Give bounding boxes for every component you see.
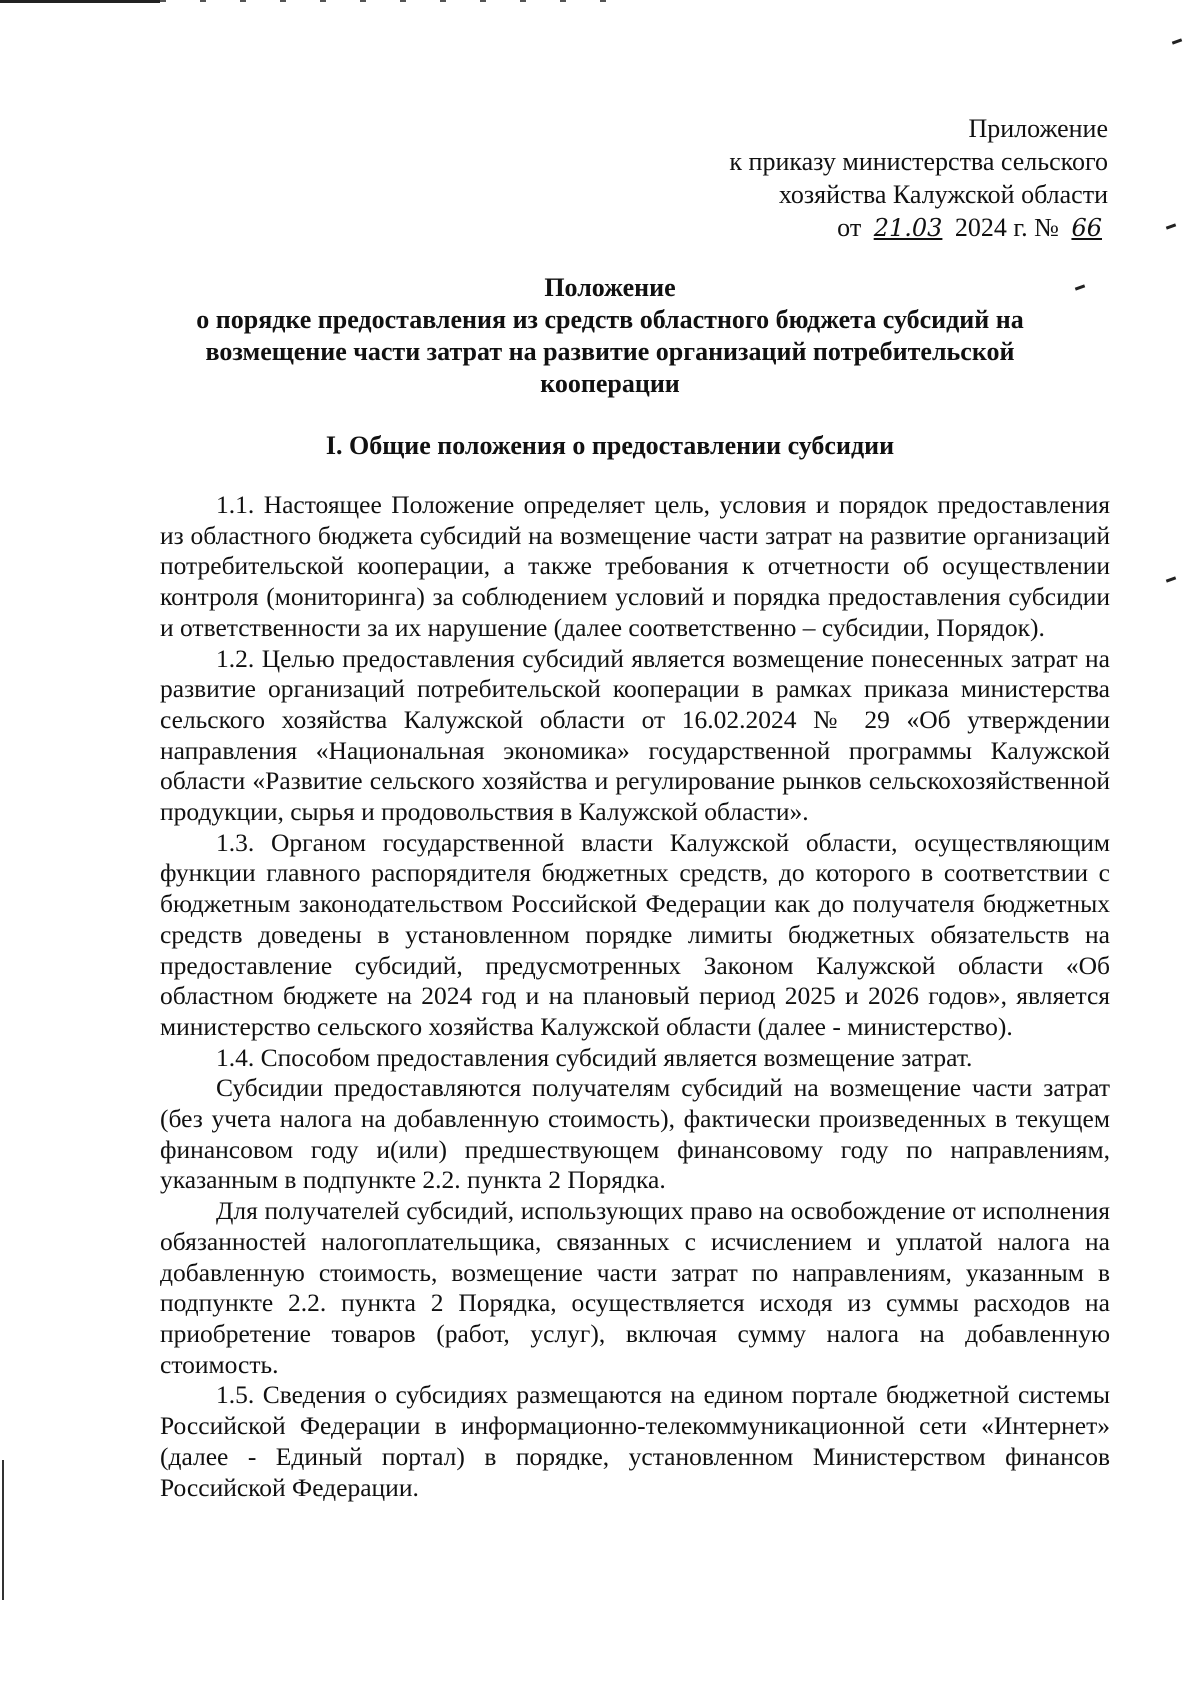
- document-body: [160, 490, 1110, 1503]
- approval-stamp-block: [729, 112, 1108, 245]
- approval-line: к приказу министерства сельского: [729, 147, 1108, 176]
- scan-speck: [1172, 38, 1182, 44]
- year-number-label: 2024 г. №: [954, 213, 1059, 242]
- document-title: [160, 272, 1060, 400]
- date-prefix: от: [837, 213, 862, 242]
- paragraph-1-2: 1.2. Целью предоставления субсидий является возмещение понесенных затрат на развитие организаций потребительской кооперации в рамках приказа министерства сельского хозяйства Калужской области от 16.02.2024 № 29 «Об утверждении направления «Национальная экономика» государственной программы Калужской области «Развитие сельского хозяйства и регулирование рынков сельскохозяйственной продукции, сырья и продовольствия в Калужской области».: [160, 643, 1110, 827]
- approval-line: хозяйства Калужской области: [778, 180, 1108, 209]
- paragraph-1-5: 1.5. Сведения о субсидиях размещаются на едином портале бюджетной системы Российской Федерации в информационно-телекоммуникационной сети «Интернет» (далее - Единый портал) в порядке, установленном Министерством финансов Российской Федерации.: [160, 1380, 1110, 1502]
- document-title-main: Положение: [544, 273, 676, 302]
- section-heading: I. Общие положения о предоставлении субсидии: [325, 431, 895, 460]
- scan-speck: [1166, 223, 1176, 229]
- paragraph-1-4-subsidies: Субсидии предоставляются получателям субсидий на возмещение части затрат (без учета налога на добавленную стоимость), фактически произведенных в текущем финансовом году и(или) предшествующем финансовому году по направлениям, указанным в подпункте 2.2. пункта 2 Порядка.: [160, 1073, 1110, 1195]
- paragraph-1-1: 1.1. Настоящее Положение определяет цель, условия и порядок предоставления из областного бюджета субсидий на возмещение части затрат на развитие организаций потребительской кооперации, а также требования к отчетности об осуществлении контроля (мониторинга) за соблюдением условий и порядка предоставления субсидии и ответственности за их нарушение (далее соответственно – субсидии, Порядок).: [160, 490, 1110, 642]
- handwritten-number: 66: [1071, 214, 1102, 242]
- approval-line: Приложение: [968, 114, 1108, 143]
- paragraph-1-4: 1.4. Способом предоставления субсидий является возмещение затрат.: [216, 1042, 973, 1072]
- document-title-subtitle: о порядке предоставления из средств областного бюджета субсидий на возмещение части затрат на развитие организаций потребительской кооперации: [196, 305, 1024, 398]
- scan-speck: [1166, 576, 1176, 582]
- scan-border-artifact: [160, 0, 640, 2]
- scan-speck: [1075, 284, 1085, 290]
- scan-border-artifact: [2, 1460, 4, 1600]
- paragraph-1-4-vat: Для получателей субсидий, использующих право на освобождение от исполнения обязанностей налогоплательщика, связанных с исчислением и уплатой налога на добавленную стоимость, возмещение части затрат по направлениям, указанным в подпункте 2.2. пункта 2 Порядка, осуществляется исходя из суммы расходов на приобретение товаров (работ, услуг), включая сумму налога на добавленную стоимость.: [160, 1196, 1110, 1379]
- handwritten-date: 21.03: [873, 214, 943, 242]
- scan-border-artifact: [0, 0, 160, 3]
- approval-date-line: [729, 211, 1108, 245]
- paragraph-1-3: 1.3. Органом государственной власти Калужской области, осуществляющим функции главного распорядителя бюджетных средств, до которого в соответствии с бюджетным законодательством Российской Федерации как до получателя бюджетных средств доведены в установленном порядке лимиты бюджетных обязательств на предоставление субсидий, предусмотренных Законом Калужской области «Об областном бюджете на 2024 год и на плановый период 2025 и 2026 годов», является министерство сельского хозяйства Калужской области (далее - министерство).: [160, 827, 1110, 1041]
